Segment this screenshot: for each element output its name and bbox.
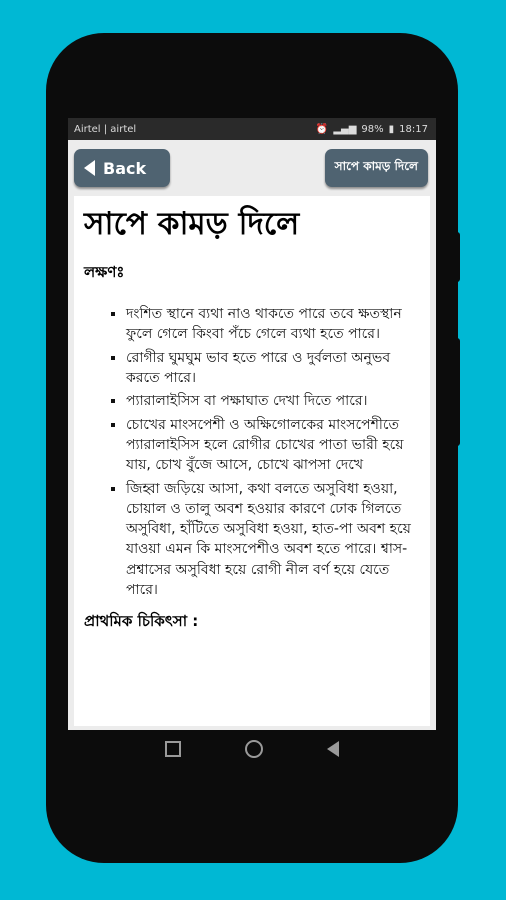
- time-label: 18:17: [399, 123, 428, 135]
- first-aid-heading: প্রাথমিক চিকিৎসা :: [84, 612, 199, 631]
- back-arrow-icon: [84, 160, 95, 176]
- symptoms-list: [84, 304, 420, 600]
- list-item: ▪ জিহ্বা জড়িয়ে আসা, কথা বলতে অসুবিধা হওয়া, চোয়াল ও তালু অবশ হওয়ার কারণে ঢোক গিলতে অসুবিধা, হাঁটিতে অসুবিধা হওয়া, হাত-পা অবশ হয়ে যাওয়া এমন কি মাংসপেশীও অবশ হতে পারে। শ্বাস-প্রশ্বাসের অসুবিধা হয়ে রোগী নীল বর্ণ হয়ে যেতে পারে।: [126, 479, 420, 601]
- list-item: ▪ রোগীর ঘুমঘুম ভাব হতে পারে ও দুর্বলতা অনুভব করতে পারে।: [126, 348, 420, 389]
- symptoms-heading: লক্ষণঃ: [84, 263, 125, 282]
- battery-icon: ▮: [388, 123, 395, 135]
- title-button[interactable]: সাপে কামড় দিলে: [325, 149, 428, 187]
- power-button: [452, 338, 460, 446]
- status-bar: [68, 118, 436, 140]
- back-button-label: Back: [103, 158, 147, 178]
- volume-button: [452, 232, 460, 282]
- carrier-label: Airtel | airtel: [74, 123, 137, 135]
- list-item: ▪ দংশিত স্থানে ব্যথা নাও থাকতে পারে তবে ক্ষতস্থান ফুলে গেলে কিংবা পঁচে গেলে ব্যথা হতে পারে।: [126, 304, 420, 345]
- battery-label: 98%: [361, 123, 384, 135]
- list-item: ▪ প্যারালাইসিস বা পক্ষাঘাত দেখা দিতে পারে।: [126, 391, 420, 411]
- recents-icon[interactable]: [165, 741, 181, 757]
- signal-icon: ▂▄▆: [333, 123, 357, 135]
- article-title: সাপে কামড় দিলে: [84, 206, 300, 242]
- home-icon[interactable]: [245, 740, 263, 758]
- nav-back-icon[interactable]: [327, 741, 339, 757]
- list-item: ▪ চোখের মাংসপেশী ও অক্ষিগোলকের মাংসপেশীতে প্যারালাইসিস হলে রোগীর চোখের পাতা ভারী হয়ে যায়, চোখ বুঁজে আসে, চোখে ঝাপসা দেখে: [126, 415, 420, 476]
- back-button[interactable]: [74, 149, 170, 187]
- nav-bar: [68, 730, 436, 768]
- article-content: [74, 196, 430, 726]
- screen: [68, 118, 436, 730]
- app-bar: [68, 140, 436, 196]
- alarm-icon: ⏰: [315, 123, 329, 135]
